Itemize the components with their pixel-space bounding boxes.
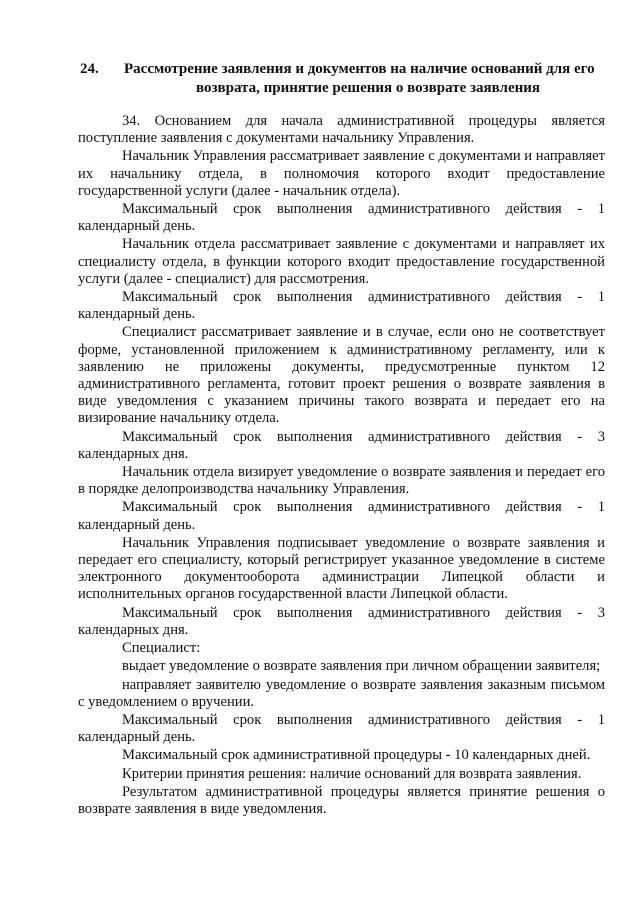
paragraph-basis: 34. Основанием для начала административной процедуры является поступление заявления с документами начальнику Управления. xyxy=(78,113,605,147)
section-body xyxy=(78,113,605,818)
paragraph-send-by-mail: направляет заявителю уведомление о возврате заявления заказным письмом с уведомлением о вручении. xyxy=(78,676,605,710)
paragraph-decision-criteria: Критерии принятия решения: наличие оснований для возврата заявления. xyxy=(122,765,582,782)
paragraph-deadline: Максимальный срок выполнения административного действия - 1 календарный день. xyxy=(78,711,605,746)
paragraph-deadline: Максимальный срок выполнения административного действия - 1 календарный день. xyxy=(78,499,605,533)
paragraph-head-signs: Начальник Управления подписывает уведомление о возврате заявления и передает его специалисту, который регистрирует указанное уведомление в системе электронного документооборота администрации Липецкой области и исполнительных органов государственной власти Липецкой области. xyxy=(78,534,605,603)
paragraph-dept-head-review: Начальник отдела рассматривает заявление с документами и направляет их специалисту отдела, в функции которого входит предоставление государственной услуги (далее - специалист) для рассмотрения. xyxy=(78,236,605,287)
section-title-line-2: возврата, принятие решения о возврате заявления xyxy=(195,80,541,96)
paragraph-deadline: Максимальный срок выполнения административного действия - 1 календарный день. xyxy=(78,201,605,235)
section-title-line-1: Рассмотрение заявления и документов на наличие оснований для его xyxy=(124,61,595,77)
paragraph-result: Результатом административной процедуры является принятие решения о возврате заявления в виде уведомления. xyxy=(78,783,605,817)
section-number: 24. xyxy=(80,61,99,77)
paragraph-specialist-review: Специалист рассматривает заявление и в случае, если оно не соответствует форме, установленной приложением к административному регламенту, или к заявлению не приложены документы, предусмотренные пунктом 12 административного регламента, готовит проект решения о возврате заявления в виде уведомления с указанием причины такого возврата и передает его на визирование начальнику отдела. xyxy=(78,324,605,427)
paragraph-dept-head-visa: Начальник отдела визирует уведомление о возврате заявления и передает его в порядке делопроизводства начальнику Управления. xyxy=(78,464,605,498)
paragraph-procedure-deadline: Максимальный срок административной процедуры - 10 календарных дней. xyxy=(122,747,591,764)
paragraph-deadline: Максимальный срок выполнения административного действия - 1 календарный день. xyxy=(78,289,605,323)
paragraph-issue-in-person: выдает уведомление о возврате заявления при личном обращении заявителя; xyxy=(122,658,601,675)
paragraph-specialist-label: Специалист: xyxy=(122,640,201,657)
paragraph-deadline: Максимальный срок выполнения административного действия - 3 календарных дня. xyxy=(78,604,605,638)
paragraph-deadline: Максимальный срок выполнения административного действия - 3 календарных дня. xyxy=(78,428,605,462)
paragraph-head-review: Начальник Управления рассматривает заявление с документами и направляет их начальнику отдела, в полномочия которого входит предоставление государственной услуги (далее - начальник отдела). xyxy=(78,148,605,199)
